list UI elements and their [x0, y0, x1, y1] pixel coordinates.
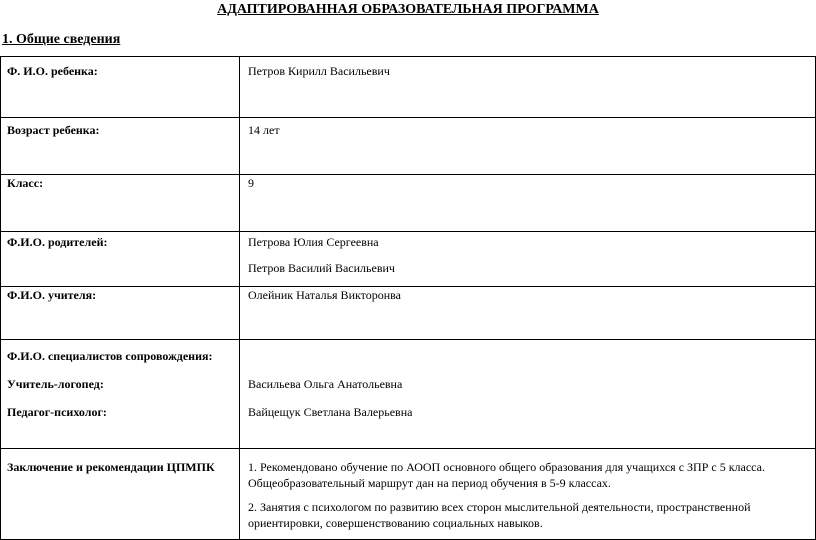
grade-value: 9 [248, 176, 254, 190]
label-cell [1, 118, 240, 175]
table-row [1, 57, 816, 118]
conclusion-label: Заключение и рекомендации ЦПМПК [7, 460, 215, 474]
value-cell [240, 57, 816, 118]
parent-value: Петрова Юлия Сергеевна [248, 235, 379, 249]
child-age-label: Возраст ребенка: [7, 123, 100, 137]
recommendation-paragraph: 2. Занятия с психологом по развитию всех сторон мыслительной деятельности, пространственной ориентировки, совершенствованию социальных навыков. [248, 500, 751, 530]
speech-therapist-value: Васильева Ольга Анатольевна [248, 377, 403, 391]
value-cell [240, 232, 816, 287]
parent-value: Петров Василий Васильевич [248, 261, 395, 275]
label-cell [1, 449, 240, 540]
child-name-value: Петров Кирилл Васильевич [248, 64, 390, 78]
label-cell [1, 232, 240, 287]
table-row [1, 175, 816, 232]
child-age-value: 14 лет [248, 123, 280, 137]
label-cell [1, 287, 240, 340]
table-row [1, 449, 816, 540]
table-row [1, 340, 816, 449]
section-heading: 1. Общие сведения [2, 32, 121, 47]
label-cell [1, 175, 240, 232]
document-title: АДАПТИРОВАННАЯ ОБРАЗОВАТЕЛЬНАЯ ПРОГРАММА [217, 2, 599, 17]
grade-label: Класс: [7, 176, 44, 190]
psychologist-label: Педагог-психолог: [7, 405, 107, 419]
parents-label: Ф.И.О. родителей: [7, 235, 108, 249]
value-cell [240, 340, 816, 449]
table-row [1, 118, 816, 175]
value-cell [240, 287, 816, 340]
teacher-label: Ф.И.О. учителя: [7, 288, 97, 302]
label-cell [1, 57, 240, 118]
child-name-label: Ф. И.О. ребенка: [7, 64, 98, 78]
psychologist-value: Вайцещук Светлана Валерьевна [248, 405, 413, 419]
table-row [1, 232, 816, 287]
value-cell [240, 449, 816, 540]
table-row [1, 287, 816, 340]
info-table [0, 56, 816, 540]
label-cell [1, 340, 240, 449]
recommendation-paragraph: 1. Рекомендовано обучение по АООП основного общего образования для учащихся с ЗПР с 5 класса. Общеобразовательный маршрут дан на период обучения в 5-9 классах. [248, 460, 765, 490]
value-cell [240, 175, 816, 232]
teacher-value: Олейник Наталья Викторонва [248, 288, 401, 302]
specialists-label: Ф.И.О. специалистов сопровождения: [7, 349, 213, 363]
speech-therapist-label: Учитель-логопед: [7, 377, 104, 391]
value-cell [240, 118, 816, 175]
